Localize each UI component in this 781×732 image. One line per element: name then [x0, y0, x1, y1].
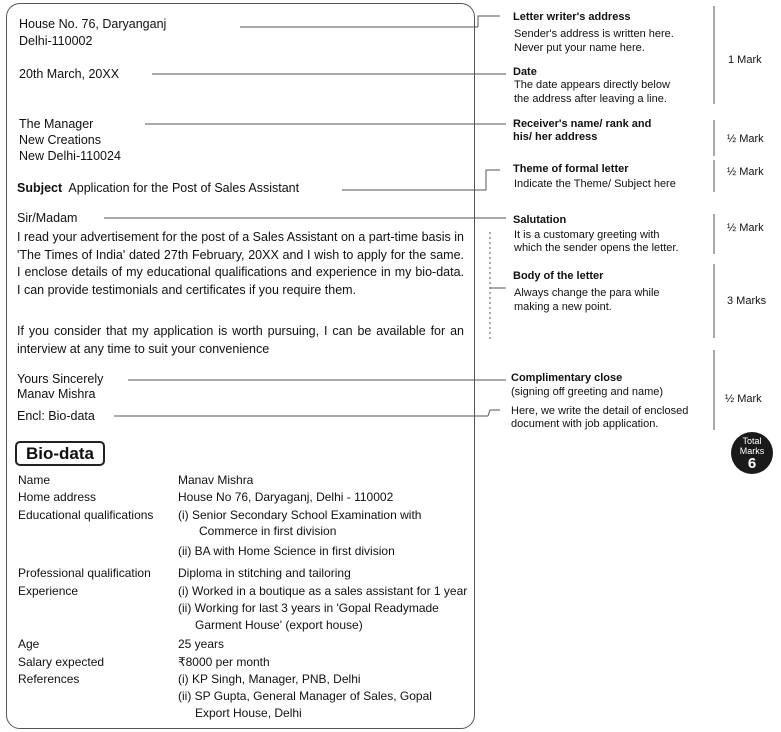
leader-address-hook — [478, 16, 500, 27]
annot-receiver-title2: his/ her address — [513, 131, 598, 143]
bio-ref-2b: Export House, Delhi — [195, 706, 302, 720]
body-paragraph-2: If you consider that my application is worth pursuing, I can be available for an interview at any time to suit your convenience — [17, 324, 464, 356]
annot-date-desc2: the address after leaving a line. — [514, 93, 667, 105]
bio-edu-1b: Commerce in first division — [199, 524, 337, 538]
letter-date: 20th March, 20XX — [19, 67, 120, 81]
bio-exp-1: (i) Worked in a boutique as a sales assistant for 1 year — [178, 584, 468, 598]
leader-encl-hook — [488, 410, 500, 416]
mark-body: 3 Marks — [727, 295, 767, 307]
bio-address-value: House No 76, Daryaganj, Delhi - 110002 — [178, 490, 394, 504]
bio-salary-value: ₹8000 per month — [178, 655, 270, 669]
annot-encl-desc2: document with job application. — [511, 418, 659, 430]
biodata-title: Bio-data — [15, 441, 105, 466]
annot-writer-title: Letter writer's address — [513, 11, 631, 23]
bio-age-value: 25 years — [178, 637, 225, 651]
bio-exp-2a: (ii) Working for last 3 years in 'Gopal Readymade — [178, 601, 439, 615]
bio-edu-1a: (i) Senior Secondary School Examination with — [178, 508, 422, 522]
subject-text: Application for the Post of Sales Assistant — [68, 181, 300, 195]
subject-line — [17, 181, 299, 196]
bio-ref-1: (i) KP Singh, Manager, PNB, Delhi — [178, 672, 361, 686]
receiver-line3: New Delhi-110024 — [19, 149, 121, 163]
marks-label: Marks — [739, 446, 765, 456]
annot-salutation-title: Salutation — [513, 214, 567, 226]
total-label: Total — [742, 436, 762, 446]
leader-subject — [342, 170, 500, 190]
salutation: Sir/Madam — [17, 211, 78, 225]
mark-receiver: ½ Mark — [727, 133, 764, 145]
annot-close-desc1: (signing off greeting and name) — [511, 386, 664, 398]
annot-salutation-desc2: which the sender opens the letter. — [514, 242, 679, 254]
mark-theme: ½ Mark — [727, 166, 764, 178]
annot-close-title: Complimentary close — [511, 372, 623, 384]
subject-label: Subject — [17, 181, 63, 195]
bio-prof-value: Diploma in stitching and tailoring — [178, 566, 351, 580]
bio-exp-2b: Garment House' (export house) — [195, 618, 363, 632]
bio-ref-2a: (ii) SP Gupta, General Manager of Sales, Gopal — [178, 689, 432, 703]
bio-exp-label: Experience — [18, 584, 79, 598]
bio-edu-label: Educational qualifications — [18, 508, 154, 522]
annot-body-title: Body of the letter — [513, 270, 604, 282]
bio-age-label: Age — [18, 637, 40, 651]
total-value: 6 — [747, 455, 757, 472]
bio-prof-label: Professional qualification — [18, 566, 151, 580]
annot-theme-desc1: Indicate the Theme/ Subject here — [514, 178, 676, 190]
total-marks-badge — [731, 432, 773, 474]
annot-date-title: Date — [513, 66, 537, 78]
bio-edu-2: (ii) BA with Home Science in first division — [178, 544, 395, 558]
bio-address-label: Home address — [18, 490, 97, 504]
receiver-line2: New Creations — [19, 133, 101, 147]
bio-salary-label: Salary expected — [18, 655, 105, 669]
sender-address-line1: House No. 76, Daryanganj — [19, 17, 167, 31]
enclosure: Encl: Bio-data — [17, 409, 95, 423]
annot-writer-desc1: Sender's address is written here. — [514, 28, 674, 40]
body-paragraph-1: I read your advertisement for the post of a Sales Assistant on a part-time basis in 'The Times of India' dated 27th February, 20XX and I wish to apply for the same. I enclose details of my educational qualifications and experience in my bio-data. I can provide testimonials and certificates if you require them. — [17, 230, 464, 297]
mark-address-date: 1 Mark — [728, 54, 762, 66]
annot-date-desc1: The date appears directly below — [514, 79, 670, 91]
receiver-line1: The Manager — [19, 117, 94, 131]
annot-receiver-title1: Receiver's name/ rank and — [513, 118, 652, 130]
annot-body-desc2: making a new point. — [514, 301, 612, 313]
annot-encl-desc1: Here, we write the detail of enclosed — [511, 405, 689, 417]
annot-salutation-desc1: It is a customary greeting with — [514, 229, 660, 241]
annot-writer-desc2: Never put your name here. — [514, 42, 645, 54]
sender-name: Manav Mishra — [17, 387, 96, 401]
bio-name-value: Manav Mishra — [178, 473, 254, 487]
complimentary-close: Yours Sincerely — [17, 372, 104, 386]
annot-theme-title: Theme of formal letter — [513, 163, 629, 175]
bio-ref-label: References — [18, 672, 80, 686]
sender-address-line2: Delhi-110002 — [19, 34, 93, 48]
bio-name-label: Name — [18, 473, 51, 487]
mark-close: ½ Mark — [725, 393, 762, 405]
mark-salutation: ½ Mark — [727, 222, 764, 234]
annot-body-desc1: Always change the para while — [514, 287, 660, 299]
